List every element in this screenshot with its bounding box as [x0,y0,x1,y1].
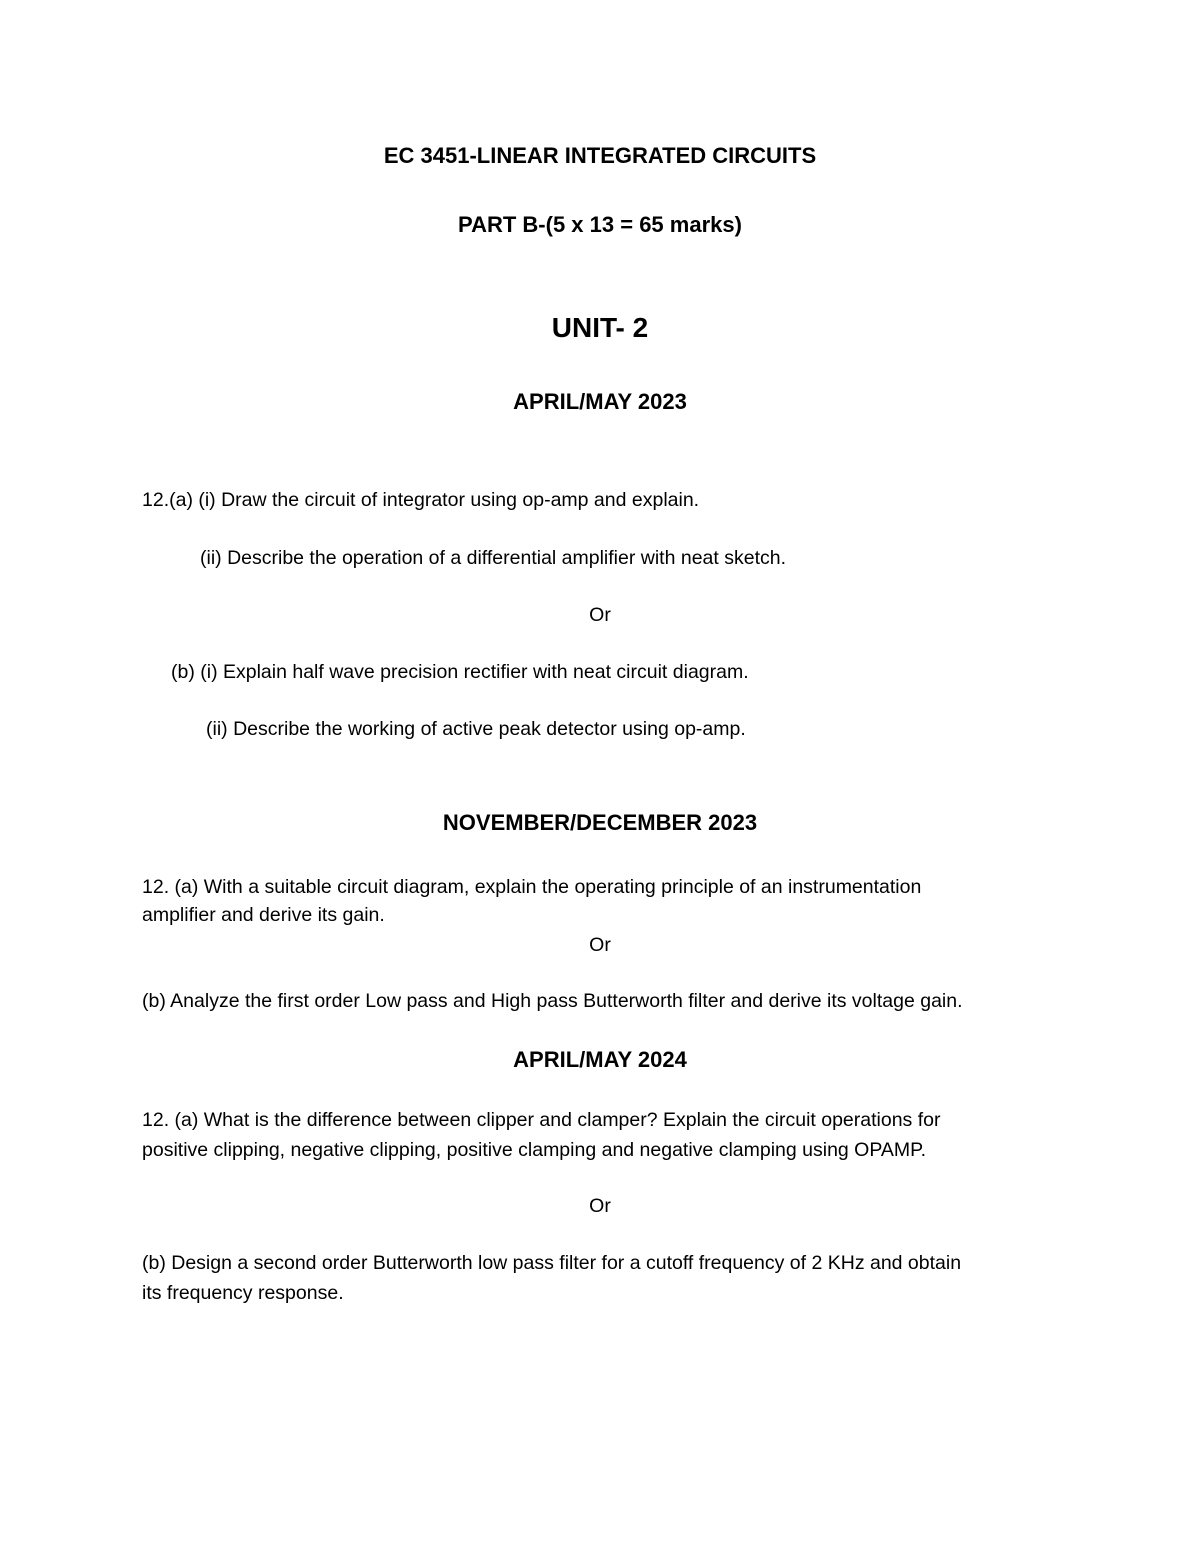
question-line: (b) Analyze the first order Low pass and High pass Butterworth filter and derive its voltage gain. [142,990,963,1012]
or-separator: Or [589,604,611,626]
question-line: its frequency response. [142,1282,344,1304]
question-line: (ii) Describe the working of active peak detector using op-amp. [206,718,746,740]
question-line: 12. (a) What is the difference between clipper and clamper? Explain the circuit operations for [142,1109,941,1131]
question-line: 12. (a) With a suitable circuit diagram, explain the operating principle of an instrumentation [142,876,922,898]
session-heading: NOVEMBER/DECEMBER 2023 [442,810,758,835]
part-heading: PART B-(5 x 13 = 65 marks) [458,212,742,237]
question-line: (b) (i) Explain half wave precision rectifier with neat circuit diagram. [171,661,749,683]
question-line: positive clipping, negative clipping, positive clamping and negative clamping using OPAMP. [142,1139,927,1161]
question-line: (b) Design a second order Butterworth low pass filter for a cutoff frequency of 2 KHz and obtain [142,1252,962,1274]
question-line: amplifier and derive its gain. [142,904,385,926]
or-separator: Or [589,1195,611,1217]
question-line: 12.(a) (i) Draw the circuit of integrator using op-amp and explain. [142,489,700,511]
session-heading: APRIL/MAY 2024 [513,1047,687,1072]
or-separator: Or [589,934,611,956]
course-title: EC 3451-LINEAR INTEGRATED CIRCUITS [383,143,817,168]
question-line: (ii) Describe the operation of a differential amplifier with neat sketch. [200,547,787,569]
unit-heading: UNIT- 2 [551,312,649,343]
session-heading: APRIL/MAY 2023 [513,389,687,414]
